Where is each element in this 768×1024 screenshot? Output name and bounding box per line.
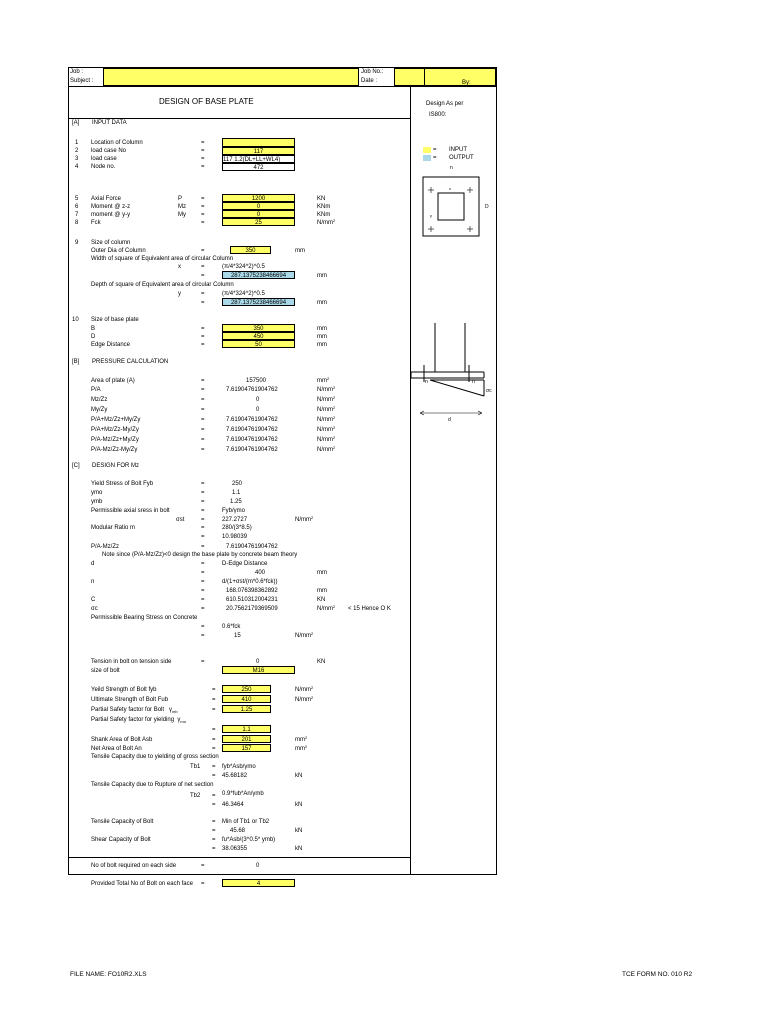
date-label: Date : [361, 78, 378, 84]
tb1-unit: kN [295, 773, 303, 779]
rownum: 6 [75, 204, 79, 210]
fub-label: Ultimate Strength of Bolt Fub [91, 697, 169, 703]
footer-file: FILE NAME: FO10R2.XLS [70, 971, 147, 978]
c3-unit: $N/mm^2$ [317, 435, 336, 443]
x-value: 287.1375238466694 [222, 271, 295, 279]
eq: = [212, 746, 216, 752]
c3-value: 7.61904761904762 [226, 437, 278, 443]
bolt-marks [428, 187, 473, 232]
eq: = [201, 407, 205, 413]
eq: = [201, 606, 205, 612]
section-c-id: [C] [72, 463, 80, 469]
tb2-formula: 0.9*fub*An/γmb [222, 791, 264, 797]
eq: = [212, 707, 216, 713]
nbr-value: 0 [256, 863, 260, 869]
my-symbol: My [178, 212, 186, 218]
loadcase-label: load case [91, 156, 117, 162]
tb2-unit: kN [295, 802, 303, 808]
diagram-n-line-2: n [472, 379, 475, 385]
design-code: IS800: [429, 112, 447, 118]
psfy-input[interactable]: 1.1 [222, 725, 271, 733]
eq: = [201, 212, 205, 218]
ptb-input[interactable]: 4 [222, 879, 295, 887]
tb2-value: 46.3464 [222, 802, 244, 808]
rownum: 8 [75, 220, 79, 226]
plate-outline [423, 177, 479, 236]
pa-value: 7.61904761904762 [226, 387, 278, 393]
eq: = [433, 147, 437, 153]
eq: = [201, 291, 205, 297]
diagram-n-top: n [450, 165, 453, 171]
section-a-title: INPUT DATA [92, 120, 127, 126]
eq: = [212, 828, 216, 834]
tb1-label: Tb1 [190, 764, 201, 770]
eq: = [212, 687, 216, 693]
x-formula: (π/4*324^2)^0.5 [222, 264, 265, 270]
diagram-y-label: y [430, 213, 432, 218]
bolt-size-input[interactable]: M16 [222, 666, 295, 674]
tcb-value: 45.68 [230, 828, 246, 834]
by-label: By: [462, 80, 471, 86]
pbs-value: 15 [234, 633, 241, 639]
ymb-value: 1.25 [230, 499, 242, 505]
job-subject-input[interactable] [103, 68, 359, 86]
eq: = [201, 300, 205, 306]
eq: = [201, 378, 205, 384]
eq: = [201, 342, 205, 348]
tb1-value: 45.68182 [222, 773, 248, 779]
pamz-label: P/A-Mz/Zz [91, 544, 119, 550]
y-symbol: y [178, 291, 181, 297]
header-divider-v [424, 68, 425, 86]
page-title: DESIGN OF BASE PLATE [159, 97, 254, 106]
eq: = [201, 326, 205, 332]
B-input[interactable]: 350 [222, 324, 295, 332]
node-label: Node no. [91, 164, 116, 170]
myzy-label: My/Zy [91, 407, 108, 413]
scb-label: Shear Capacity of Bolt [91, 837, 151, 843]
d-formula: D-Edge Distance [222, 561, 268, 567]
output-legend-label: OUTPUT [449, 155, 474, 161]
mz-input[interactable]: 0 [222, 202, 295, 210]
rownum: 5 [75, 196, 79, 202]
ost-value: 227.2727 [222, 517, 248, 523]
pamz-value: 7.61904761904762 [226, 544, 278, 550]
axial-symbol: P [178, 196, 183, 202]
header-divider [69, 86, 496, 87]
C-unit: KN [317, 597, 326, 603]
ptb-label: Provided Total No of Bolt on each face [91, 881, 193, 887]
mod-label: Modular Ratio m [91, 525, 136, 531]
eq: = [201, 588, 205, 594]
axial-input[interactable]: 1200 [222, 194, 295, 202]
eq: = [201, 561, 205, 567]
c4-value: 7.61904761904762 [226, 447, 278, 453]
tb1-formula: fyb*Asb/γmo [222, 764, 256, 770]
col-size-label: Size of column [91, 240, 131, 246]
pbs-formula: 0.6*fck [222, 624, 241, 630]
an-input[interactable]: 157 [222, 744, 271, 752]
job-no-label: Job No.: [361, 69, 384, 75]
c2-label: P/A+Mz/Zz-My/Zy [91, 427, 139, 433]
tcb-unit: kN [295, 828, 303, 834]
pbs-unit: $N/mm^2$ [295, 631, 314, 639]
mod-formula: 280/(3*8.5) [222, 525, 252, 531]
tension-label: Tension in bolt on tension side [91, 659, 172, 665]
rownum: 1 [75, 140, 79, 146]
axial-label: Axial Force [91, 196, 122, 202]
eq: = [201, 570, 205, 576]
fub-unit: $N/mm^2$ [295, 695, 314, 703]
d-label: d [91, 561, 95, 567]
c2-unit: $N/mm^2$ [317, 425, 336, 433]
diagram-d-label: d [448, 417, 451, 423]
eq: = [201, 264, 205, 270]
eq: = [201, 508, 205, 514]
fub-input[interactable]: 410 [222, 695, 271, 703]
input-legend-label: INPUT [449, 147, 467, 153]
job-label: Job : [70, 69, 84, 75]
diagram-n-line: n [425, 379, 428, 385]
elevation-diagram [411, 323, 484, 415]
section-b-title: PRESSURE CALCULATION [92, 359, 169, 365]
n-formula: d/(1+σst/(m*0.6*fck)) [222, 579, 278, 585]
fyb2-unit: $N/mm^2$ [295, 685, 314, 693]
tcb-label: Tensile Capacity of Bolt [91, 819, 154, 825]
eq: = [201, 427, 205, 433]
eq: = [201, 387, 205, 393]
B-unit: mm [317, 326, 327, 332]
pbs-label: Permissible Bearing Stress on Concrete [91, 615, 198, 621]
loadcase-value: 117 1.2(DL+LL+WL4) [222, 155, 295, 163]
x-symbol: x [178, 264, 181, 270]
eq: = [201, 437, 205, 443]
n-unit: mm [317, 588, 327, 594]
tension-unit: KN [317, 659, 326, 665]
base-plate-diagram [410, 160, 510, 440]
eq: = [201, 334, 205, 340]
eq: = [201, 633, 205, 639]
section-c-title: DESIGN FOR Mz [92, 463, 140, 469]
eq: = [201, 525, 205, 531]
ymo-label: ymo [91, 490, 103, 496]
design-as-per: Design As per [426, 101, 464, 107]
eq: = [212, 764, 216, 770]
eq: = [201, 490, 205, 496]
eq: = [201, 597, 205, 603]
pa-unit: $N/mm^2$ [317, 385, 336, 393]
axial-unit: KN [317, 196, 326, 202]
C-value: 610.510312004231 [226, 597, 278, 603]
eq: = [201, 579, 205, 585]
perm-label: Permissible axial sress in bolt [91, 508, 170, 514]
edge-label: Edge Distance [91, 342, 131, 348]
fyb-label: Yield Stress of Bolt Fyb [91, 481, 154, 487]
eq: = [201, 447, 205, 453]
ymo-value: 1.1 [232, 490, 241, 496]
my-label: moment @ y-y [91, 212, 131, 218]
eq: = [212, 802, 216, 808]
footer-form: TCE FORM NO. 010 R2 [622, 971, 693, 978]
eq: = [212, 837, 216, 843]
c1-label: P/A+Mz/Zz+My/Zy [91, 417, 141, 423]
edge-unit: mm [317, 342, 327, 348]
eq: = [201, 881, 205, 887]
scb-value: 38.06355 [222, 846, 248, 852]
loadcase-no-input[interactable]: 117 [222, 147, 295, 155]
eq: = [212, 793, 216, 799]
outer-dia-unit: mm [295, 248, 305, 254]
eq: = [201, 273, 205, 279]
tcy-label: Tensile Capacity due to yielding of gross section [91, 754, 219, 760]
subject-label: Subject : [70, 78, 94, 84]
column-outline [438, 193, 464, 220]
c3-label: P/A-Mz/Zz+My/Zy [91, 437, 139, 443]
my-input[interactable]: 0 [222, 210, 295, 218]
eq: = [201, 863, 205, 869]
fck-input[interactable]: 25 [222, 218, 295, 226]
scb-formula: fu*Asb/(3^0.5* ymb) [222, 837, 276, 843]
eq: = [212, 727, 216, 733]
location-label: Location of Column [91, 140, 143, 146]
y-unit: mm [317, 300, 327, 306]
n-label: n [91, 579, 95, 585]
eq: = [201, 659, 205, 665]
area-label: Area of plate (A) [91, 378, 135, 384]
c4-label: P/A-Mz/Zz-My/Zy [91, 447, 138, 453]
ymb-label: ymb [91, 499, 103, 505]
eq: = [201, 196, 205, 202]
tcb-formula: Min of Tb1 or Tb2 [222, 819, 270, 825]
perm-formula: Fyb/γmo [222, 508, 246, 514]
diagram-x-label: x [449, 186, 451, 191]
tcr-label: Tensile Capacity due to Rupture of net section [91, 782, 214, 788]
eq: = [201, 544, 205, 550]
input-legend-swatch [423, 147, 431, 153]
eq: = [201, 534, 205, 540]
D-input[interactable]: 450 [222, 332, 295, 340]
note-text: Note since (P/A-Mz/Zz)<0 design the base plate by concrete beam theory [102, 552, 298, 558]
an-unit: $mm^2$ [295, 744, 308, 752]
eq: = [212, 737, 216, 743]
location-input[interactable] [222, 138, 295, 147]
section-b-id: [B] [72, 359, 80, 365]
eq: = [201, 624, 205, 630]
fck-label: Fck [91, 220, 101, 226]
eq: = [433, 155, 437, 161]
bottom-divider [68, 857, 410, 858]
sc-unit: $N/mm^2$ [317, 604, 336, 612]
mod-value: 10.98039 [222, 534, 248, 540]
eq: = [201, 204, 205, 210]
eq: = [212, 819, 216, 825]
mz-symbol: Mz [178, 204, 186, 210]
outer-dia-input[interactable]: 350 [230, 246, 271, 254]
psfy-label: Partial Safety factor for yielding $\gamma_{mo}$ [91, 717, 186, 725]
diagram-sc-label: σc [486, 388, 492, 394]
depth-label: Depth of square of Equivalent area of circular Column [91, 282, 234, 288]
outer-dia-label: Outer Dia of Column [91, 248, 146, 254]
eq: = [201, 140, 205, 146]
eq: = [201, 397, 205, 403]
c1-unit: $N/mm^2$ [317, 415, 336, 423]
bolt-size-label: size of bolt [91, 668, 120, 674]
c1-value: 7.61904761904762 [226, 417, 278, 423]
eq: = [201, 164, 205, 170]
fck-unit: $N/mm^2$ [317, 218, 336, 226]
eq: = [212, 846, 216, 852]
c4-unit: $N/mm^2$ [317, 445, 336, 453]
rownum: 3 [75, 156, 79, 162]
section-a-id: [A] [72, 120, 80, 126]
D-label: D [91, 334, 96, 340]
mzzz-unit: $N/mm^2$ [317, 395, 336, 403]
asb-label: Shank Area of Bolt Asb [91, 737, 153, 743]
mzzz-label: Mz/Zz [91, 397, 108, 403]
width-label: Width of square of Equivalent area of circular Column [91, 256, 234, 262]
scb-unit: kN [295, 846, 303, 852]
psf-label: Partial Safety factor for Bolt $\gamma_{mb}$ [91, 707, 178, 715]
an-label: Net Area of Bolt An [91, 746, 142, 752]
eq: = [212, 697, 216, 703]
d-unit: mm [317, 570, 327, 576]
ost-unit: $N/mm^2$ [295, 515, 314, 523]
psf-input[interactable]: 1.25 [222, 705, 271, 713]
D-unit: mm [317, 334, 327, 340]
tension-value: 0 [256, 659, 260, 665]
area-value: 157500 [246, 378, 267, 384]
myzy-unit: $N/mm^2$ [317, 405, 336, 413]
eq: = [201, 517, 205, 523]
eq: = [201, 220, 205, 226]
y-formula: (π/4*324^2)^0.5 [222, 291, 265, 297]
bp-size-label: Size of base plate [91, 317, 139, 323]
node-value: 472 [222, 163, 295, 171]
x-unit: mm [317, 273, 327, 279]
rownum: 7 [75, 212, 79, 218]
eq: = [201, 499, 205, 505]
asb-input[interactable]: 201 [222, 735, 271, 743]
rownum: 4 [75, 164, 79, 170]
nbr-label: No of bolt required on each side [91, 863, 177, 869]
c2-value: 7.61904761904762 [226, 427, 278, 433]
job-date-input[interactable] [394, 68, 496, 86]
asb-unit: $mm^2$ [295, 735, 308, 743]
B-label: B [91, 326, 96, 332]
rownum: 9 [75, 240, 79, 246]
eq: = [201, 481, 205, 487]
edge-input[interactable]: 50 [222, 340, 295, 348]
ost-label: σst [176, 517, 185, 523]
mzzz-value: 0 [256, 397, 260, 403]
diagram-D-label: D [485, 204, 489, 210]
fyb2-label: Yeild Strength of Bolt fyb [91, 687, 157, 693]
sc-label: σc [91, 606, 98, 612]
n-value: 168.076398362892 [226, 588, 278, 594]
sc-value: 20.7562179369509 [226, 606, 278, 612]
pa-label: P/A [91, 387, 101, 393]
tb2-label: Tb2 [190, 793, 201, 799]
y-value: 287.1375238466694 [222, 298, 295, 306]
mz-label: Moment @ z-z [91, 204, 131, 210]
C-label: C [91, 597, 96, 603]
fyb-value: 250 [232, 481, 243, 487]
area-unit: $mm^2$ [317, 376, 330, 384]
fyb2-input[interactable]: 250 [222, 685, 271, 693]
rownum: 10 [72, 317, 79, 323]
eq: = [201, 248, 205, 254]
d-value: 400 [255, 570, 266, 576]
mz-unit: KNm [317, 204, 331, 210]
eq: = [212, 773, 216, 779]
eq: = [201, 417, 205, 423]
myzy-value: 0 [256, 407, 260, 413]
my-unit: KNm [317, 212, 331, 218]
rownum: 2 [75, 148, 79, 154]
eq: = [201, 156, 205, 162]
loadcase-no-label: load case No [91, 148, 127, 154]
sc-check: < 15 Hence O K [348, 606, 391, 612]
eq: = [201, 148, 205, 154]
